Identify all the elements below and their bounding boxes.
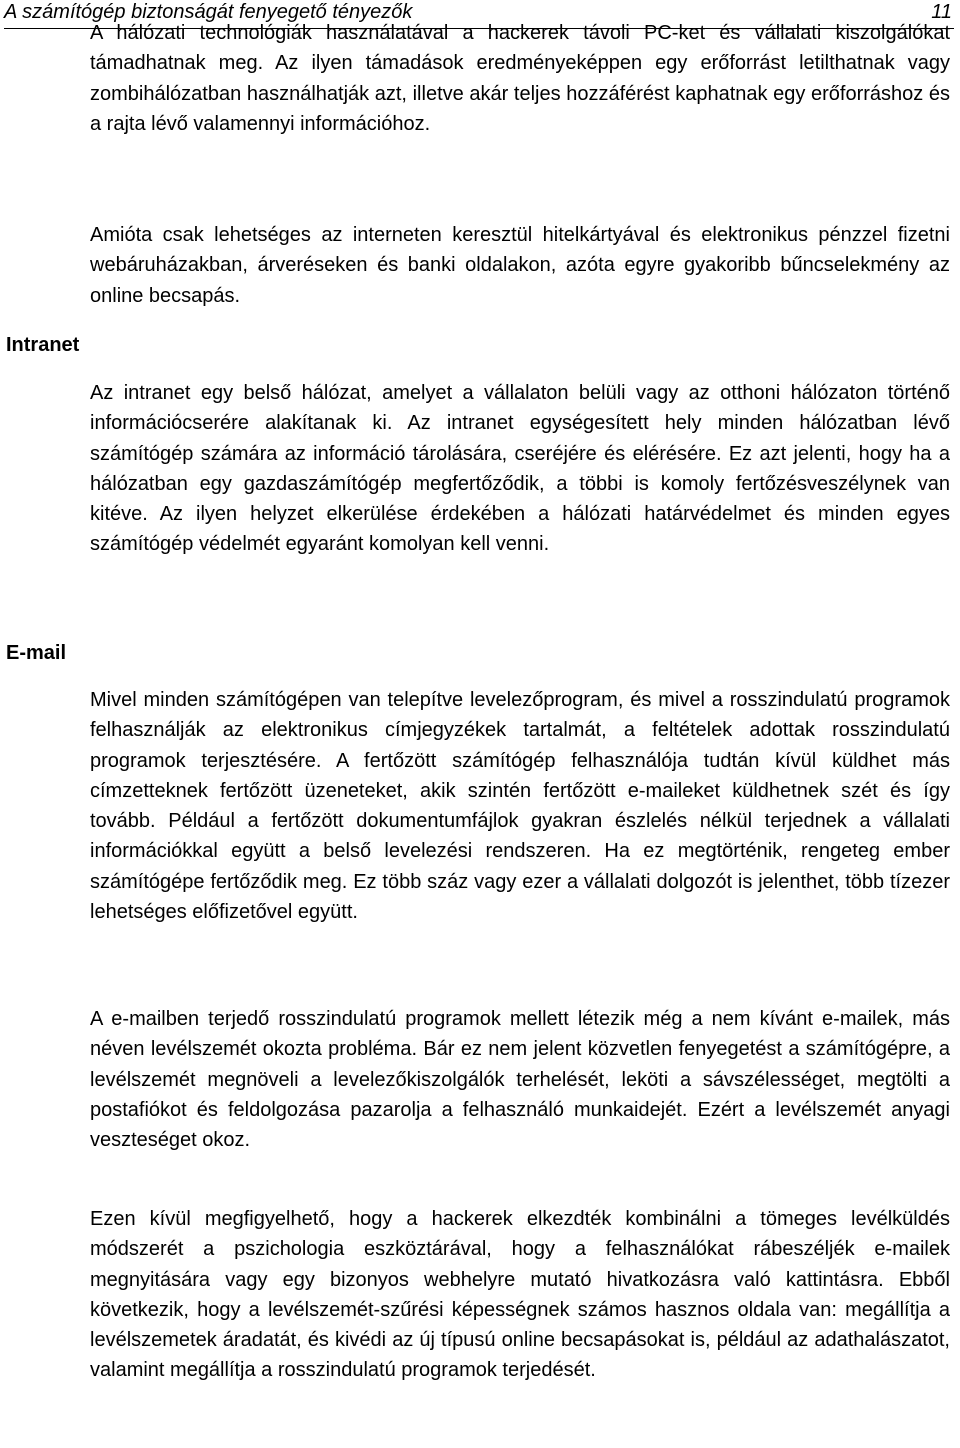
paragraph-spam: A e-mailben terjedő rosszindulatú programok mellett létezik még a nem kívánt e-mailek, más néven levélszemét okozta probléma. Bár ez nem jelent közvetlen fenyegetést a számítógépre, a levélszemét megnöveli a levelezőkiszolgálók terhelését, leköti a sávszélességet, megtölti a postafiókot és feldolgozása pazarolja a felhasználó munkaidejét. Ezért a levélszemét anyagi veszteséget okoz.: [90, 1008, 950, 1152]
paragraph-online-fraud: Amióta csak lehetséges az interneten keresztül hitelkártyával és elektronikus pénzzel fizetni webáruházakban, árveréseken és banki oldalakon, azóta egyre gyakoribb bűncselekmény az online becsapás.: [90, 224, 950, 307]
paragraph-email-malware: Mivel minden számítógépen van telepítve levelezőprogram, és mivel a rosszindulatú programok felhasználják az elektronikus címjegyzékek tartalmát, a feltételek adottak rosszindulatú programok terjesztésére. A fertőzött számítógép felhasználója tudtán kívül küldhet más címzetteknek fertőzött üzeneteket, akik szintén fertőzött e-maileket küldhetnek szét és így tovább. Például a fertőzött dokumentumfájlok gyakran észlelés nélkül terjednek a vállalati információkkal együtt a belső levelezési rendszeren. Ha ez megtörténik, rengeteg ember számítógépe fertőződik meg. Ez több száz vagy ezer a vállalati dolgozót is jelenthet, több tízezer lehetséges előfizetővel együtt.: [90, 689, 950, 924]
paragraph-phishing: Ezen kívül megfigyelhető, hogy a hackerek elkezdték kombinálni a tömeges levélküldés módszerét a pszichologia eszköztárával, hogy a felhasználókat rábeszéljék e-mailek megnyitására vagy egy bizonyos webhelyre mutató hivatkozásra való kattintásra. Ebből következik, hogy a levélszemét-szűrési képességnek számos hasznos oldala van: megállítja a levélszemetek áradatát, és kivédi az új típusú online becsapásokat is, például az adathalászatot, valamint megállítja a rosszindulatú programok terjedését.: [90, 1208, 950, 1382]
section-heading-intranet: Intranet: [6, 334, 80, 356]
running-title: A számítógép biztonságát fenyegető tényezők: [4, 1, 413, 23]
page-number: 11: [931, 1, 952, 23]
paragraph-intranet: Az intranet egy belső hálózat, amelyet a vállalaton belüli vagy az otthoni hálózaton történő információcserére alakítanak ki. Az intranet egységesített hely minden hálózatban lévő számítógép számára az információ tárolására, cseréjére és elérésére. Ez azt jelenti, hogy ha a hálózatban egy gazdaszámítógép megfertőződik, a többi is komoly fertőzésveszélynek van kitéve. Az ilyen helyzet elkerülése érdekében a hálózati határvédelmet és minden egyes számítógép védelmét egyaránt komolyan kell venni.: [90, 382, 950, 556]
paragraph-remote-attacks: A hálózati technológiák használatával a hackerek távoli PC-ket és vállalati kiszolgálókat támadhatnak meg. Az ilyen támadások eredményeképpen egy erőforrást letilthatnak vagy zombihálózatban használhatják azt, illetve akár teljes hozzáférést kaphatnak egy erőforráshoz és a rajta lévő valamennyi információhoz.: [90, 22, 950, 135]
section-heading-email: E-mail: [6, 642, 67, 664]
